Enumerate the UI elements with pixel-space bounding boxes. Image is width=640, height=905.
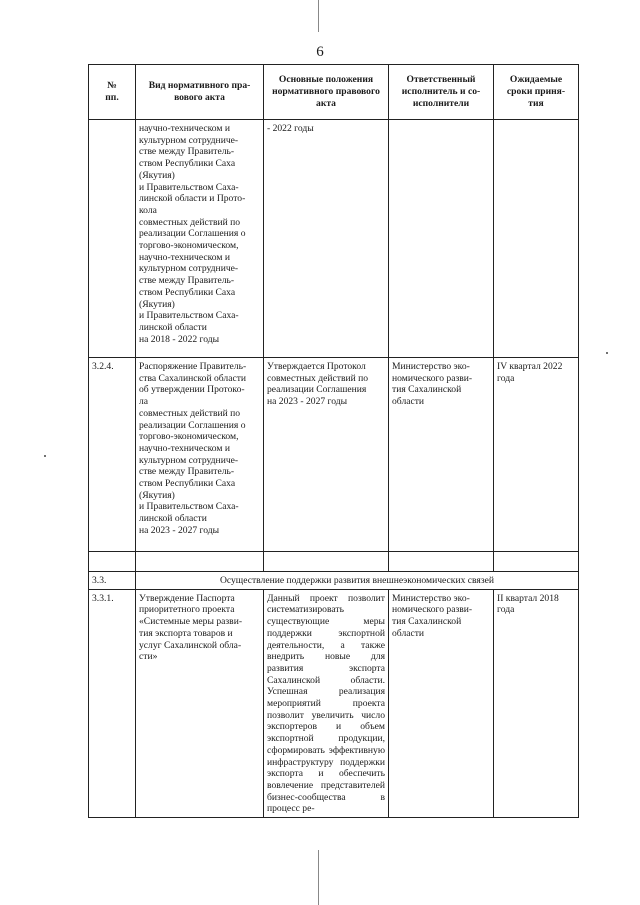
cell-provisions: Утверждается Протокол совместных действий по реализации Соглашения на 2023 - 2027 годы: [264, 358, 389, 552]
table-row-empty: [89, 552, 579, 572]
cell-empty: [494, 552, 579, 572]
section-title: Осуществление поддержки развития внешнеэкономических связей: [136, 572, 579, 590]
cell-act-type: Распоряжение Правитель- ства Сахалинской области об утверждении Протоко- ла совместных действий по реализации Соглашения о торгово-экономическом, научно-техническом и культурном сотрудниче- стве между Правитель- ством Республики Саха (Якутия) и Правительством Саха- линской области на 2023 - 2027 годы: [136, 358, 264, 552]
cell-deadline: [494, 120, 579, 358]
header-act-type: Вид нормативного пра- вового акта: [136, 65, 264, 120]
cell-provisions: Данный проект позволит систематизировать существующие меры поддержки экспортной деятельности, а также внедрить новые для развития экспорта Сахалинской области. Успешная реализация мероприятий проекта позволит увеличить число экспортеров и объем экспортной продукции, сформировать эффективную инфраструктуру поддержки экспорта и обеспечить вовлечение представителей бизнес-сообщества в процесс ре-: [264, 589, 389, 817]
table-row: [89, 589, 579, 817]
header-provisions: Основные положения нормативного правового акта: [264, 65, 389, 120]
cell-deadline: IV квартал 2022 года: [494, 358, 579, 552]
cell-deadline: II квартал 2018 года: [494, 589, 579, 817]
cell-responsible: [389, 120, 494, 358]
table-header-row: [89, 65, 579, 120]
cell-num: [89, 120, 136, 358]
legislative-plan-table: [88, 64, 579, 818]
table-row: [89, 358, 579, 552]
cell-provisions: - 2022 годы: [264, 120, 389, 358]
page-number: 6: [316, 44, 324, 60]
scan-artifact-top: [318, 0, 319, 32]
header-num: № пп.: [89, 65, 136, 120]
cell-empty: [389, 552, 494, 572]
cell-num: 3.3.1.: [89, 589, 136, 817]
scan-speck: [606, 352, 608, 354]
scan-speck: [44, 455, 46, 457]
cell-act-type: Утверждение Паспорта приоритетного проекта «Системные меры разви- тия экспорта товаров и услуг Сахалинской обла- сти»: [136, 589, 264, 817]
cell-empty: [264, 552, 389, 572]
cell-empty: [136, 552, 264, 572]
section-row: [89, 572, 579, 590]
table-row: [89, 120, 579, 358]
header-responsible: Ответственный исполнитель и со- исполнители: [389, 65, 494, 120]
header-deadline: Ожидаемые сроки приня- тия: [494, 65, 579, 120]
cell-empty: [89, 552, 136, 572]
scan-artifact-bottom: [318, 850, 319, 905]
cell-act-type: научно-техническом и культурном сотрудниче- стве между Правитель- ством Республики Саха (Якутия) и Правительством Саха- линской области и Прото- кола совместных действий по реализации Соглашения о торгово-экономическом, научно-техническом и культурном сотрудниче- стве между Правитель- ством Республики Саха (Якутия) и Правительством Саха- линской области на 2018 - 2022 годы: [136, 120, 264, 358]
cell-num: 3.3.: [89, 572, 136, 590]
cell-num: 3.2.4.: [89, 358, 136, 552]
cell-responsible: Министерство эко- номического разви- тия Сахалинской области: [389, 589, 494, 817]
cell-responsible: Министерство эко- номического разви- тия Сахалинской области: [389, 358, 494, 552]
